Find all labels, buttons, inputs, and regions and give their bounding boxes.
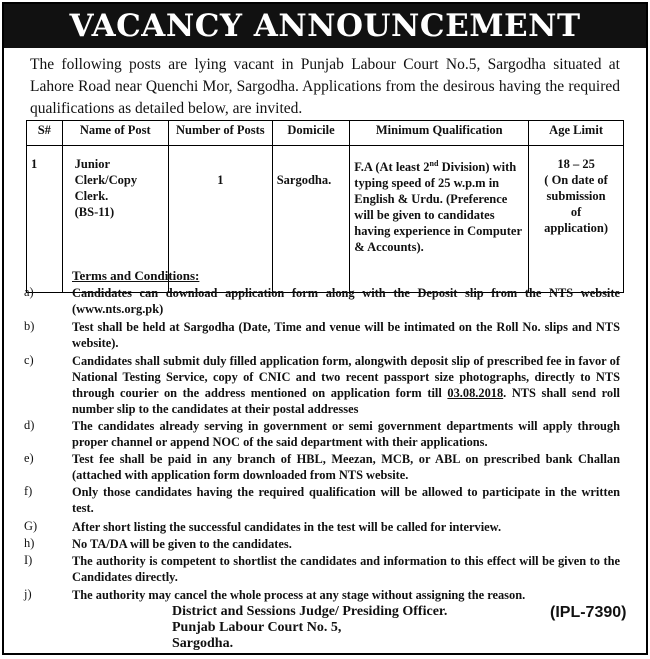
term-marker: f) [24,484,33,498]
age-line: 18 – 25 [557,157,595,171]
header-sn: S# [27,121,63,146]
term-marker: j) [24,587,32,601]
cell-sn: 1 [27,146,63,293]
term-text: The authority is competent to shortlist the candidates and information to this effect will be given to the Candidates directly. [72,554,620,584]
cell-qualification [350,146,529,293]
ad-code: (IPL-7390) [550,604,627,621]
deadline-date: 03.08.2018 [447,386,504,400]
term-text-before: Candidates shall submit duly filled application form, alongwith deposit slip of prescribed fee in favor of National Testing Service, copy of CNIC and two recent passport size photographs, directly to NTS through courier on the address mentioned on application form till [72,354,620,400]
header-post-name: Name of Post [62,121,168,146]
signatory-city: Sargodha. [172,636,234,651]
age-line: submission [546,189,606,203]
age-line: ( On date of [544,173,608,187]
age-line: of [570,205,582,219]
term-marker: d) [24,418,35,432]
term-marker: c) [24,353,34,367]
qualification-prefix: F.A (At least 2 [354,160,430,175]
table-header-row [27,121,624,146]
cell-age-limit [529,146,624,293]
header-domicile: Domicile [272,121,350,146]
term-text: Candidates can download application form along with the Deposit slip from the NTS website (www.nts.org.pk) [72,286,620,316]
signatory-title: District and Sessions Judge/ Presiding Officer. [172,604,448,619]
post-name-line: Clerk. [74,189,109,203]
header-number-of-posts: Number of Posts [168,121,272,146]
term-text: After short listing the successful candidates in the test will be called for interview. [72,520,502,534]
qualification-suffix: Division) with typing speed of 25 w.p.m in English & Urdu. (Preference will be given to candidates having experience in Computer & Accounts). [354,160,522,255]
cell-domicile: Sargodha. [272,146,350,293]
post-name-line: Junior [74,157,111,171]
signature-block [172,604,447,652]
post-name-line: Clerk/Copy [74,173,138,187]
cell-number-of-posts: 1 [168,146,272,293]
term-marker: e) [24,451,34,465]
term-text: Test shall be held at Sargodha (Date, Time and venue will be intimated on the Roll No. slips and NTS website). [72,320,620,350]
page-title: VACANCY ANNOUNCEMENT [4,4,646,48]
vacancy-announcement [2,2,648,655]
term-text: No TA/DA will be given to the candidates. [72,537,292,551]
term-marker: h) [24,536,35,550]
header-qualification: Minimum Qualification [350,121,529,146]
term-marker: a) [24,285,34,299]
term-text: The authority may cancel the whole process at any stage without assigning the reason. [72,588,526,602]
term-text-after: . NTS shall send roll number slip to the candidates at their postal addresses [72,386,620,416]
term-marker: G) [24,519,38,533]
signatory-office: Punjab Labour Court No. 5, [172,620,342,635]
terms-heading: Terms and Conditions: [72,268,200,283]
age-line: application) [544,221,609,235]
header-age-limit: Age Limit [529,121,624,146]
term-text: Test fee shall be paid in any branch of HBL, Meezan, MCB, or ABL on prescribed bank Challan (attached with application form downloaded from NTS website. [72,452,620,482]
term-text [72,353,620,417]
term-marker: b) [24,319,35,333]
qualification-superscript: nd [429,159,439,168]
term-marker: I) [24,553,33,567]
term-text: Only those candidates having the required qualification will be allowed to participate in the written test. [72,485,620,515]
intro-paragraph: The following posts are lying vacant in Punjab Labour Court No.5, Sargodha situated at Lahore Road near Quenchi Mor, Sargodha. Applications from the desirous having the required qualifications as detailed below, are invited. [30,56,620,117]
term-text: The candidates already serving in government or semi government departments will apply through proper channel or append NOC of the said department with their applications. [72,419,620,449]
post-name-line: (BS-11) [74,205,115,219]
